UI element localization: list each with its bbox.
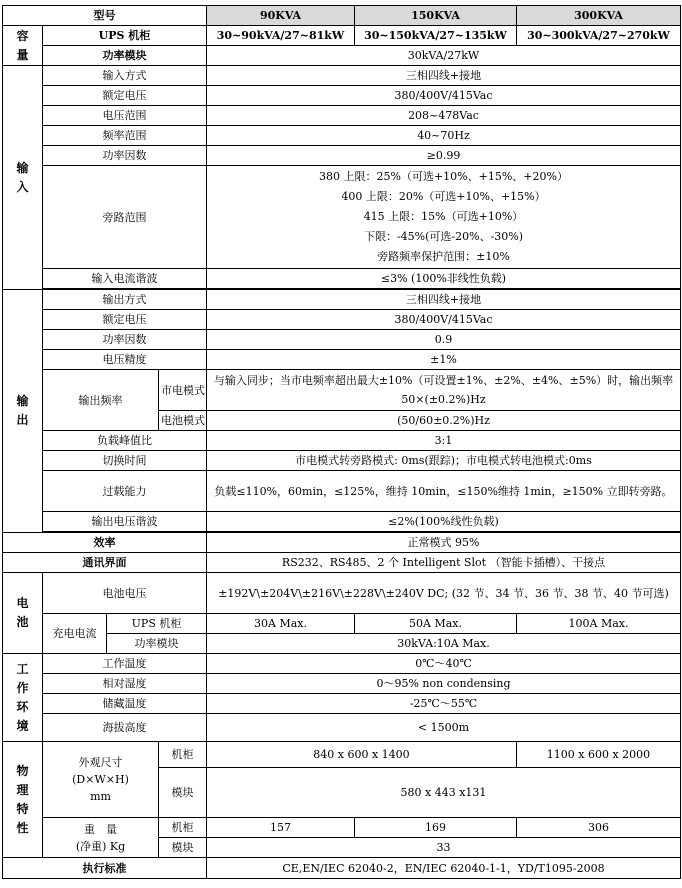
input-thd-value: ≤3% (100%非线性负载) [207,269,681,289]
overload-value: 负载≤110%，60min，≤125%，维持 10min，≤150%维持 1min，≥150% 立即转旁路。 [207,471,681,512]
comm-value: RS232、RS485、2 个 Intelligent Slot （智能卡插槽）、干接点 [207,553,681,573]
weight-module-label: 模块 [159,838,207,858]
crest-factor-row [3,431,681,451]
output-label: 功率因数 [43,330,207,350]
battery-category: 电 池 [3,573,43,654]
crest-factor-label: 负载峰值比 [43,431,207,451]
bypass-line: 下限：-45%(可选-20%、-30%) [363,230,524,243]
battery-voltage-row [3,573,681,614]
env-row [3,714,681,742]
bypass-line: 400 上限：20%（可选+10%、+15%） [341,190,546,203]
capacity-module-row [3,46,681,66]
output-thd-row [3,512,681,532]
output-freq-mains-row [3,370,681,411]
input-label: 输入方式 [43,66,207,86]
weight-cabinet-90: 157 [207,818,355,838]
env-category: 工 作 环 境 [3,654,43,742]
env-label: 相对湿度 [43,674,207,694]
output-freq-label: 输出频率 [43,370,159,431]
comm-label: 通讯界面 [3,553,207,573]
ups-spec-table [2,5,681,879]
capacity-150: 30~150kVA/27~135kW [355,26,517,46]
battery-mode-label: 电池模式 [159,411,207,431]
transfer-time-value: 市电模式转旁路模式: 0ms(跟踪)；市电模式转电池模式:0ms [207,451,681,471]
bypass-range-values [207,166,681,269]
input-label: 电压范围 [43,106,207,126]
overload-row [3,471,681,512]
battery-voltage-value: ±192V\±204V\±216V\±228V\±240V DC; (32 节、34 节、36 节、38 节、40 节可选) [207,573,681,614]
input-label: 功率因数 [43,146,207,166]
output-value: 380/400V/415Vac [207,310,681,330]
output-row [3,290,681,310]
dim-cabinet-label: 机柜 [159,742,207,768]
output-value: ±1% [207,350,681,370]
weight-cabinet-label: 机柜 [159,818,207,838]
weight-module-value: 33 [207,838,681,858]
input-thd-row [3,269,681,289]
bypass-line: 380 上限：25%（可选+10%、+15%、+20%） [319,170,568,183]
dim-cabinet-300: 1100 x 600 x 2000 [517,742,681,768]
env-row [3,674,681,694]
charge-300: 100A Max. [517,614,681,634]
weight-cabinet-row [3,818,681,838]
output-label: 额定电压 [43,310,207,330]
charge-module-label: 功率模块 [107,634,207,654]
env-value: -25℃～55℃ [207,694,681,714]
physical-category: 物 理 特 性 [3,742,43,858]
header-row [3,6,681,26]
model-90kva: 90KVA [207,6,355,26]
weight-cabinet-300: 306 [517,818,681,838]
dimension-label: 外观尺寸 (D×W×H) mm [43,742,159,818]
model-300kva: 300KVA [517,6,681,26]
bypass-label: 旁路范围 [43,166,207,269]
input-row [3,86,681,106]
input-row [3,146,681,166]
input-value: ≥0.99 [207,146,681,166]
output-thd-label: 输出电压谐波 [43,512,207,532]
charge-ups-row [3,614,681,634]
input-category: 输 入 [3,66,43,290]
input-thd-label: 输入电流谐波 [43,269,207,289]
output-thd-value: ≤2%(100%线性负载) [207,512,681,532]
env-row [3,654,681,674]
charge-90: 30A Max. [207,614,355,634]
battery-voltage-label: 电池电压 [43,573,207,614]
bypass-line: 415 上限：15%（可选+10%） [363,210,524,223]
charge-150: 50A Max. [355,614,517,634]
env-value: < 1500m [207,714,681,742]
capacity-category: 容 量 [3,26,43,66]
dim-cabinet-90-150: 840 x 600 x 1400 [207,742,517,768]
input-value: 380/400V/415Vac [207,86,681,106]
input-value: 208~478Vac [207,106,681,126]
input-row [3,126,681,146]
standard-label: 执行标准 [3,858,207,879]
input-label: 额定电压 [43,86,207,106]
output-label: 输出方式 [43,290,207,310]
bypass-row [3,166,681,269]
standard-value: CE,EN/IEC 62040-2，EN/IEC 62040-1-1，YD/T1095-2008 [207,858,681,879]
capacity-ups-row [3,26,681,46]
efficiency-row [3,533,681,553]
output-label: 电压精度 [43,350,207,370]
mains-mode-label: 市电模式 [159,370,207,411]
overload-label: 过载能力 [43,471,207,512]
efficiency-value: 正常模式 95% [207,533,681,553]
output-value: 三相四线+接地 [207,290,681,310]
capacity-90: 30~90kVA/27~81kW [207,26,355,46]
model-header: 型号 [3,6,207,26]
charge-module-value: 30kVA:10A Max. [207,634,681,654]
output-row [3,310,681,330]
standard-row [3,858,681,879]
model-150kva: 150KVA [355,6,517,26]
env-label: 储藏温度 [43,694,207,714]
transfer-time-row [3,451,681,471]
efficiency-label: 效率 [3,533,207,553]
env-value: 0℃～40℃ [207,654,681,674]
bypass-line: 旁路频率保护范围：±10% [377,250,510,263]
capacity-ups-label: UPS 机柜 [43,26,207,46]
charge-current-label: 充电电流 [43,614,107,654]
battery-mode-value: (50/60±0.2%)Hz [207,411,681,431]
dim-cabinet-row [3,742,681,768]
weight-cabinet-150: 169 [355,818,517,838]
output-category: 输 出 [3,290,43,533]
env-row [3,694,681,714]
input-value: 40~70Hz [207,126,681,146]
comm-row [3,553,681,573]
output-row [3,330,681,350]
capacity-300: 30~300kVA/27~270kW [517,26,681,46]
input-label: 频率范围 [43,126,207,146]
output-value: 0.9 [207,330,681,350]
mains-mode-value: 与输入同步；当市电频率超出最大±10%（可设置±1%、±2%、±4%、±5%）时，输出频率 50×(±0.2%)Hz [207,370,681,411]
capacity-module-label: 功率模块 [43,46,207,66]
input-row [3,66,681,86]
output-row [3,350,681,370]
env-value: 0～95% non condensing [207,674,681,694]
charge-ups-label: UPS 机柜 [107,614,207,634]
crest-factor-value: 3:1 [207,431,681,451]
input-row [3,106,681,126]
transfer-time-label: 切换时间 [43,451,207,471]
capacity-module-value: 30kVA/27kW [207,46,681,66]
input-value: 三相四线+接地 [207,66,681,86]
dim-module-label: 模块 [159,768,207,818]
weight-label: 重 量 (净重) Kg [43,818,159,858]
dim-module-value: 580 x 443 x131 [207,768,681,818]
env-label: 工作温度 [43,654,207,674]
env-label: 海拔高度 [43,714,207,742]
